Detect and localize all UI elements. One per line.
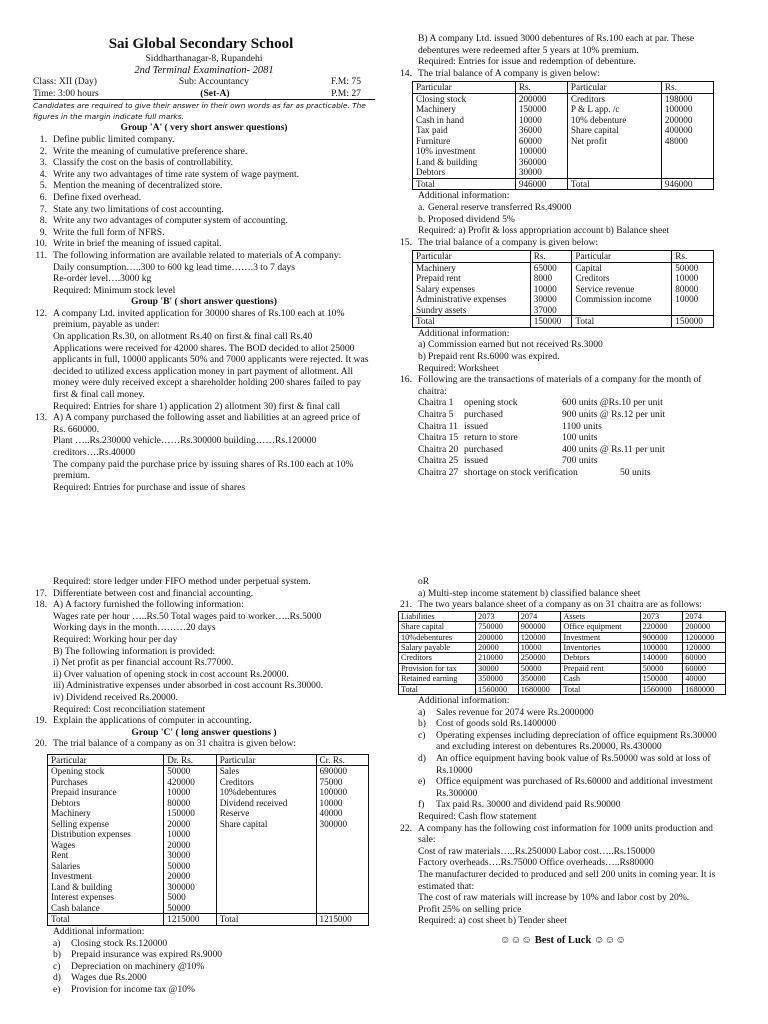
list-item: Chaitra 27 shortage on stock verification 50 units (418, 466, 651, 478)
table-row: Wages 20000 (48, 840, 369, 851)
question-13: 13. A) A company purchased the following asset and liabilities at an agreed price of Rs. 660000. Plant …..Rs.230000 vehicle……Rs.300000 building……Rs.120000 creditors….Rs.40000 The company paid the purchase price by issuing shares of Rs.100 each at 10% premium. Required: Entries for purchase and issue of shares (35, 412, 361, 493)
q14-item-b: b. Proposed dividend 5% (418, 213, 515, 225)
table-row: Debtors 80000 Dividend received 10000 (48, 798, 369, 809)
q16-transactions (398, 397, 728, 478)
question-22: 22. A company has the following cost information for 1000 units production and sale: Cost of raw materials…..Rs.250000 Labor cost…..Rs.150000 Factory overheads….Rs.75000 Office overheads…..Rs80000 The manufacturer decided to produced and sell 200 units in coming year. It is estimated that: The cost of raw materials will increase by 10% and labor cost by 20%. Profit 25% on selling price Required: a) cost sheet b) Tender sheet (400, 822, 716, 927)
balance-sheet-table-21: Liabilities 2073 2074 Assets 2073 2074 Share capital 750000 900000 Office equipment 220000 200000 10%debentures 200000 120000 Investment 900000 1200000 Salary payable 20000 10000 Inventories 100000 120000 Creditors 210000 250000 Debtors 140000 60000 Provision for tax 30000 50000 Prepaid rent 50000 60000 Retained earning 350000 350000 Cash 150000 40000 Total 1560000 1680000 Total 1560000 1680000 (398, 611, 726, 695)
q21-additional: Additional information: (418, 695, 510, 707)
table-row: Investment 20000 (48, 871, 369, 882)
list-item: b) Prepaid insurance was expired Rs.9000 (53, 949, 223, 961)
table-row: Furniture 60000 Net profit 48000 (413, 136, 714, 147)
q14-additional: Additional information: (418, 190, 510, 202)
list-item: Chaitra 11 issued 1100 units (418, 420, 602, 432)
table-row: Retained earning 350000 350000 Cash 150000 40000 (399, 674, 726, 684)
list-item: d) Wages due Rs.2000 (53, 972, 147, 984)
question-17: 17. Differentiate between cost and financial accounting. (35, 587, 254, 599)
list-item: e) Provision for income tax @10% (53, 983, 195, 995)
page-bottom-left (33, 576, 375, 995)
table-row: Administrative expenses 30000 Commission income 10000 (413, 294, 714, 305)
exam-title: 2nd Terminal Examination- 2081 (134, 64, 274, 76)
question-1: 1. Define public limited company. (39, 133, 175, 145)
group-c-title: Group 'C' ( long answer questions ) (131, 726, 277, 738)
q15-item-a: a) Commission earned but not received Rs.3000 (418, 339, 603, 351)
q15-additional: Additional information: (418, 327, 510, 339)
table-row: Prepaid rent 8000 Creditors 10000 (413, 273, 714, 284)
question-9: 9. Write the full form of NFRS. (39, 226, 165, 238)
list-item: e) Office equipment was purchased of Rs.60000 and additional investment Rs.300000 (418, 776, 713, 799)
list-item: a) Closing stock Rs.120000 (53, 937, 168, 949)
school-address: Siddharthanagar-8, Rupandehi (145, 53, 263, 64)
q16-required: Required: store ledger under FIFO method under perpetual system. (53, 576, 311, 587)
pass-marks: P.M: 27 (331, 87, 361, 99)
q21-required: Required: Cash flow statement (418, 810, 537, 822)
list-item: f) Tax paid Rs. 30000 and dividend paid Rs.90000 (418, 799, 621, 811)
list-item: Chaitra 15 return to store 100 units (418, 432, 598, 444)
q20-additional: Additional information: (53, 925, 145, 937)
list-item: Chaitra 1 opening stock 600 units @Rs.10 per unit (418, 397, 663, 409)
group-a-title: Group 'A' ( very short answer questions) (120, 122, 288, 134)
table-row: Cash in hand 10000 10% debenture 200000 (413, 115, 714, 126)
question-16: 16. Following are the transactions of materials of a company for the month of chaitra: (400, 374, 702, 397)
best-of-luck: ☺☺☺ Best of Luck ☺☺☺ (499, 934, 627, 946)
group-b-title: Group 'B' ( short answer questions) (131, 296, 277, 308)
question-10: 10. Write in brief the meaning of issued capital. (35, 238, 222, 250)
table-row: Land & building 300000 (48, 882, 369, 893)
table-row: Purchases 420000 Creditors 75000 (48, 777, 369, 788)
question-19: 19. Explain the applications of computer in accounting. (35, 715, 252, 727)
class-label: Class: XII (Day) (33, 76, 97, 88)
list-item: Chaitra 25 issued 700 units (418, 455, 598, 467)
table-row: Tax paid 36000 Share capital 400000 (413, 125, 714, 136)
list-item: b) Cost of goods sold Rs.1400000 (418, 718, 557, 730)
table-row: Selling expense 20000 Share capital 300000 (48, 819, 369, 830)
table-row: Closing stock 200000 Creditors 198000 (413, 93, 714, 104)
question-21: 21. The two years balance sheet of a company as on 31 chaitra are as follows: (400, 599, 702, 611)
table-row: Rent 30000 (48, 850, 369, 861)
table-row: Salary payable 20000 10000 Inventories 100000 120000 (399, 643, 726, 653)
full-marks: F.M: 75 (330, 76, 361, 88)
school-name: Sai Global Secondary School (108, 36, 294, 52)
list-item: Chaitra 5 purchased 900 units @ Rs.12 per unit (418, 409, 666, 420)
table-row: Land & building 360000 (413, 157, 714, 168)
table-row: Salary expenses 10000 Service revenue 80000 (413, 284, 714, 295)
table-row: Prepaid insurance 10000 10%debentures 100000 (48, 787, 369, 798)
table-row: Debtors 30000 (413, 167, 714, 178)
group-a-list (33, 134, 375, 296)
list-item: c) Operating expenses including depreciation of office equipment Rs.30000 and excluding interest on debentures Rs.20000, Rs.430000 (418, 729, 717, 753)
table-row: Machinery 150000 Reserve 40000 (48, 808, 369, 819)
table-row: Salaries 50000 (48, 861, 369, 872)
q15-item-b: b) Prepaid rent Rs.6000 was expired. (418, 351, 560, 363)
list-item: a) Sales revenue for 2074 were Rs.2000000 (418, 706, 594, 718)
subject-label: Sub: Accountancy (178, 76, 249, 88)
question-5: 5. Mention the meaning of decentralized store. (39, 180, 223, 192)
question-12: 12. A company Ltd. invited application for 30000 shares of Rs.100 each at 10% premium, payable as under: On application Rs.30, on allotment Rs.40 on first & final call Rs.40 Applications were received for 42000 shares. The BOD decided to allot 25000 applicants in full, 10000 applicants 50% and 7000 applicants were rejected. It was decided to utilized excess application money in part payment of allotment. All money were duly received except a shareholder holding 200 shares failed to pay first & final call money. Required: Entries for share 1) application 2) allotment 30) first & final call (35, 307, 369, 412)
q13b-text: B) A company Ltd. issued 3000 debentures of Rs.100 each at par. These debentures were redeemed after 5 years at 10% premium. Required: Entries for issue and redemption of debenture. (418, 33, 695, 68)
table-row: Opening stock 50000 Sales 690000 (48, 766, 369, 777)
table-row: Share capital 750000 900000 Office equipment 220000 200000 (399, 622, 726, 632)
table-row: Distribution expenses 10000 (48, 829, 369, 840)
question-7: 7. State any two limitations of cost accounting. (39, 203, 224, 215)
time-line (33, 88, 375, 101)
table-row: Cash balance 50000 (48, 903, 369, 914)
question-18: 18. A) A factory furnished the following information: Wages rate per hour …..Rs.50 Total wages paid to worker…..Rs.5000 Working days in the month………20 days Required: Working hour per day B) The following information is provided: i) Net profit as per financial account Rs.77000. ii) Over valuation of opening stock in cost account Rs.20000. iii) Administrative expenses under absorbed in cost account Rs.30000. iv) Dividend received Rs.20000. Required: Cost reconciliation statement (35, 599, 324, 715)
class-line (33, 76, 375, 88)
table-row: Interest expenses 5000 (48, 892, 369, 903)
trial-balance-table-15: Particular Rs. Particular Rs. Machinery 65000 Capital 50000 Prepaid rent 8000 Creditors 10000 Salary expenses 10000 Service revenue 80000 Administrative expenses 30000 Commission income 10000 Sundry assets 37000 Total 150000 Total 150000 (412, 250, 714, 328)
q11-line-1: Daily consumption…..300 to 600 kg lead time…….3 to 7 days (53, 261, 295, 273)
question-14: 14. The trial balance of A company is given below: (400, 67, 600, 79)
instruction-text: Candidates are required to give their answer in their own words as far as practicable. The figures in the margin indicate full marks. (33, 101, 366, 122)
question-6: 6. Define fixed overhead. (39, 191, 142, 203)
trial-balance-table-14: Particular Rs. Particular Rs. Closing stock 200000 Creditors 198000 Machinery 150000 P & L app. /c 100000 Cash in hand 10000 10% debenture 200000 Tax paid 36000 Share capital 400000 Furniture 60000 Net profit 48000 10% investment 100000 Land & building 360000 Debtors 30000 Total 946000 Total 946000 (412, 81, 714, 190)
table-row: Provision for tax 30000 50000 Prepaid rent 50000 60000 (399, 663, 726, 673)
table-row: Machinery 150000 P & L app. /c 100000 (413, 104, 714, 115)
table-row: 10%debentures 200000 120000 Investment 900000 1200000 (399, 632, 726, 642)
question-20: 20. The trial balance of a company as on 31 chaitra is given below: (35, 738, 296, 750)
page-top-right (398, 33, 728, 479)
question-8: 8. Write any two advantages of computer system of accounting. (39, 215, 288, 227)
time-label: Time: 3:00 hours (33, 87, 99, 99)
or-required: a) Multi-step income statement b) classified balance sheet (418, 587, 641, 599)
table-row: Machinery 65000 Capital 50000 (413, 262, 714, 273)
question-4: 4. Write any two advantages of time rate system of wage payment. (39, 168, 300, 180)
set-label: (Set-A) (200, 87, 230, 99)
q11-line-3: Required: Minimum stock level (53, 284, 176, 296)
or-label: oR (418, 576, 430, 587)
q14-item-a: a. General reserve transferred Rs.49000 (418, 201, 572, 213)
table-row: 10% investment 100000 (413, 146, 714, 157)
question-15: 15. The trial balance of a company is given below: (400, 236, 599, 248)
question-11: 11. The following information are available related to materials of A company: (35, 249, 342, 261)
question-3: 3. Classify the cost on the basis of controllability. (39, 157, 234, 169)
q11-line-2: Re-order level….3000 kg (53, 273, 152, 285)
table-row: Sundry assets 37000 (413, 305, 714, 316)
list-item: c) Depreciation on machinery @10% (53, 960, 205, 972)
page-bottom-right (398, 576, 728, 947)
trial-balance-table-20: Particular Dr. Rs. Particular Cr. Rs. Opening stock 50000 Sales 690000 Purchases 420000 Creditors 75000 Prepaid insurance 10000 10%debentures 100000 Debtors 80000 Dividend received 10000 Machinery 150000 Reserve 40000 Selling expense 20000 Share capital 300000 Distribution expenses 10000 Wages 20000 Rent 30000 Salaries 50000 Investment 20000 Land & building 300000 Interest expenses 5000 Cash balance 50000 Total 1215000 Total 1215000 (47, 754, 369, 926)
question-2: 2. Write the meaning of cumulative preference share. (39, 145, 248, 157)
q15-required: Required: Worksheet (418, 362, 499, 374)
q14-required: Required: a) Profit & loss appropriation account b) Balance sheet (418, 225, 670, 237)
table-row: Creditors 210000 250000 Debtors 140000 60000 (399, 653, 726, 663)
page-top-left (33, 36, 375, 493)
list-item: Chaitra 20 purchased 400 units @ Rs.11 per unit (418, 443, 665, 455)
list-item: d) An office equipment having book value of Rs.50000 was sold at loss of Rs.10000 (418, 753, 711, 776)
